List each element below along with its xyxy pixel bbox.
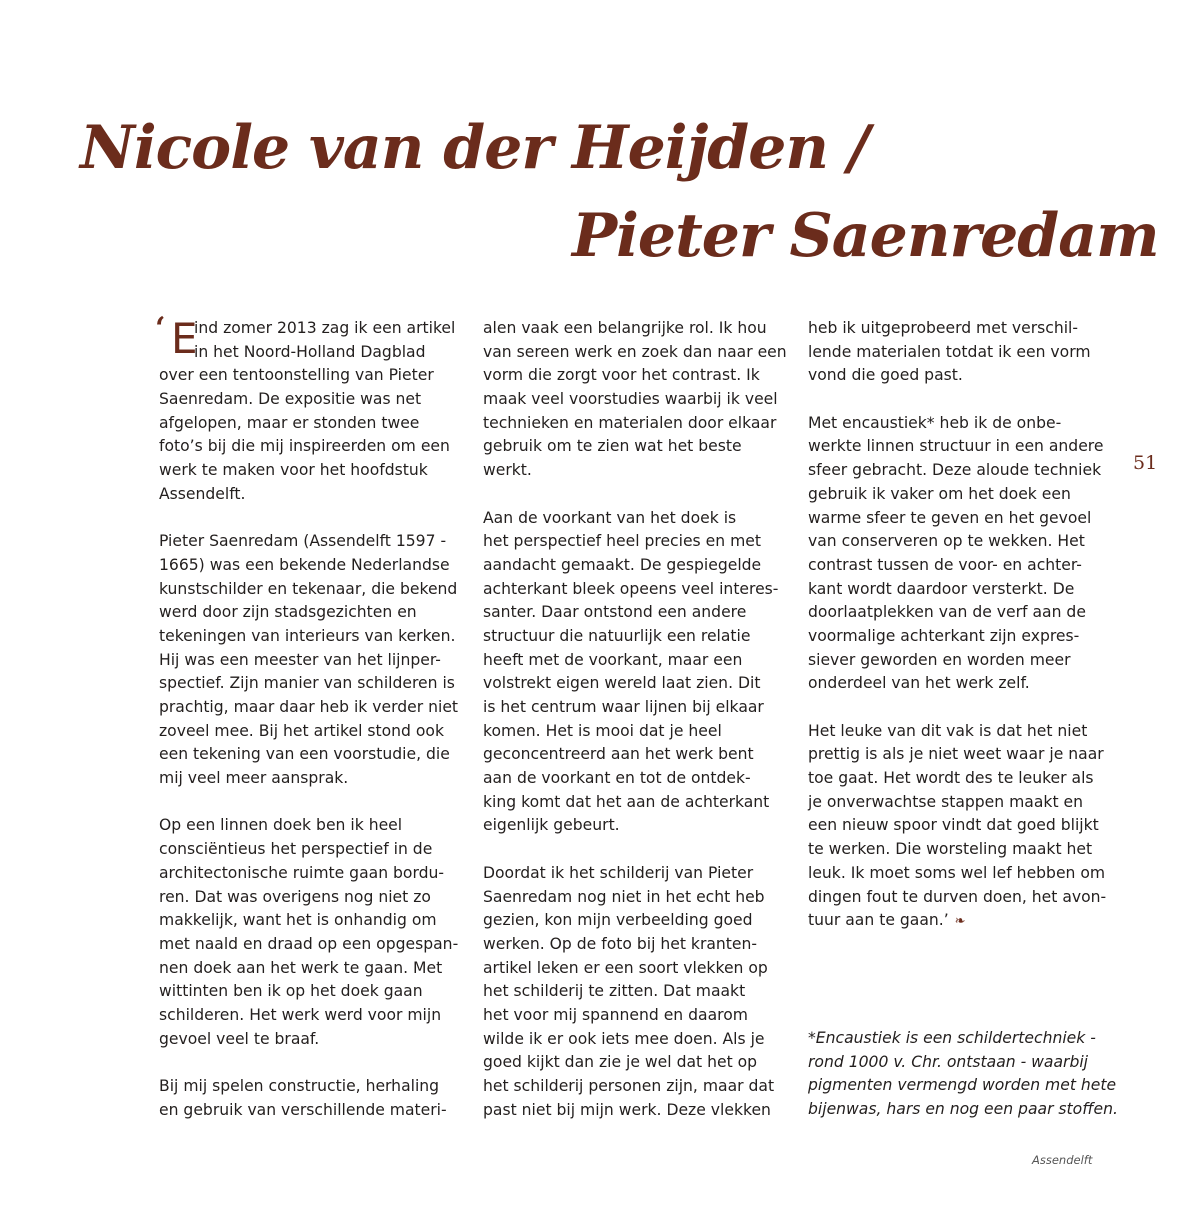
text-line: ind zomer 2013 zag ik een artikel bbox=[194, 319, 456, 337]
paragraph-gap bbox=[808, 696, 1106, 720]
text-line: gezien, kon mijn verbeelding goed bbox=[483, 911, 753, 930]
text-line: alen vaak een belangrijke rol. Ik hou bbox=[483, 319, 767, 337]
text-line: heeft met de voorkant, maar een bbox=[483, 650, 743, 669]
text-line: is het centrum waar lijnen bij elkaar bbox=[483, 698, 764, 716]
text-line: vorm die zorgt voor het contrast. Ik bbox=[483, 366, 760, 385]
text-line: Aan de voorkant van het doek is bbox=[483, 508, 737, 527]
text-line: het voor mij spannend en daarom bbox=[483, 1005, 748, 1024]
text-line: tuur aan te gaan.’ bbox=[808, 911, 949, 930]
text-line: mij veel meer aansprak. bbox=[159, 769, 349, 788]
text-line: Het leuke van dit vak is dat het niet bbox=[808, 721, 1088, 740]
text-line: geconcentreerd aan het werk bent bbox=[483, 745, 754, 764]
text-line: ren. Dat was overigens nog niet zo bbox=[159, 887, 431, 906]
text-line: van conserveren op te wekken. Het bbox=[808, 532, 1085, 551]
text-line: gevoel veel te braaf. bbox=[159, 1029, 320, 1048]
text-line: sfeer gebracht. Deze aloude techniek bbox=[808, 461, 1102, 480]
text-line: Hij was een meester van het lijnper- bbox=[159, 650, 441, 669]
text-line: schilderen. Het werk werd voor mijn bbox=[159, 1005, 442, 1024]
text-line: artikel leken er een soort vlekken op bbox=[483, 958, 768, 977]
end-ornament-icon: ❧ bbox=[954, 914, 966, 930]
opening-quote-mark: ‘ bbox=[155, 311, 166, 346]
text-line: het schilderij te zitten. Dat maakt bbox=[483, 982, 746, 1001]
text-line: past niet bij mijn werk. Deze vlekken bbox=[483, 1100, 771, 1119]
text-line: achterkant bleek opeens veel interes- bbox=[483, 579, 779, 598]
text-line: warme sfeer te geven en het gevoel bbox=[808, 508, 1092, 527]
text-column-1 bbox=[159, 314, 459, 1122]
text-line: wittinten ben ik op het doek gaan bbox=[159, 982, 423, 1001]
text-line: leuk. Ik moet soms wel lef hebben om bbox=[808, 863, 1106, 882]
paragraph-gap bbox=[159, 507, 458, 531]
footnote-line: rond 1000 v. Chr. ontstaan - waarbij bbox=[808, 1052, 1089, 1071]
text-line: makkelijk, want het is onhandig om bbox=[159, 911, 437, 930]
text-line: afgelopen, maar er stonden twee bbox=[159, 413, 420, 432]
text-line: lende materialen totdat ik een vorm bbox=[808, 342, 1091, 361]
text-line: toe gaat. Het wordt des te leuker als bbox=[808, 769, 1094, 788]
footnote-line: bijenwas, hars en nog een paar stoffen. bbox=[808, 1100, 1118, 1119]
text-line: vond die goed past. bbox=[808, 366, 963, 385]
running-footer: Assendelft bbox=[1032, 1153, 1093, 1167]
text-line: onderdeel van het werk zelf. bbox=[808, 674, 1030, 693]
text-line: een tekening van een voorstudie, die bbox=[159, 745, 450, 764]
title-line-2: Pieter Saenredam bbox=[572, 201, 1159, 271]
text-line: Saenredam nog niet in het echt heb bbox=[483, 887, 765, 906]
text-line: spectief. Zijn manier van schilderen is bbox=[159, 674, 455, 693]
text-line: Bij mij spelen constructie, herhaling bbox=[159, 1077, 440, 1095]
text-line: een nieuw spoor vindt dat goed blijkt bbox=[808, 816, 1099, 835]
text-line: maak veel voorstudies waarbij ik veel bbox=[483, 390, 778, 409]
text-line: king komt dat het aan de achterkant bbox=[483, 792, 770, 811]
text-line: werken. Op de foto bij het kranten- bbox=[483, 934, 758, 953]
text-line: architectonische ruimte gaan bordu- bbox=[159, 863, 445, 882]
text-line: Doordat ik het schilderij van Pieter bbox=[483, 863, 754, 882]
text-line: Met encaustiek* heb ik de onbe- bbox=[808, 413, 1062, 432]
text-line: nen doek aan het werk te gaan. Met bbox=[159, 958, 443, 977]
title-line-1: Nicole van der Heijden / bbox=[80, 113, 869, 183]
text-line: werd door zijn stadsgezichten en bbox=[159, 603, 417, 622]
text-line: dingen fout te durven doen, het avon- bbox=[808, 887, 1107, 906]
text-line-with-ornament bbox=[808, 909, 1106, 933]
text-line: komen. Het is mooi dat je heel bbox=[483, 721, 722, 740]
text-line: gebruik ik vaker om het doek een bbox=[808, 484, 1071, 503]
paragraph-gap bbox=[483, 483, 787, 507]
text-line: 1665) was een bekende Nederlandse bbox=[159, 555, 450, 574]
text-line: te werken. Die worsteling maakt het bbox=[808, 840, 1093, 859]
paragraph-gap bbox=[808, 388, 1106, 412]
text-line: voormalige achterkant zijn expres- bbox=[808, 626, 1080, 645]
footnote bbox=[808, 1027, 1118, 1122]
text-line: van sereen werk en zoek dan naar een bbox=[483, 342, 787, 361]
text-line: gebruik om te zien wat het beste bbox=[483, 437, 742, 456]
text-line: foto’s bij die mij inspireerden om een bbox=[159, 437, 450, 456]
text-line: werkt. bbox=[483, 461, 532, 480]
text-line: en gebruik van verschillende materi- bbox=[159, 1100, 447, 1119]
paragraph-gap bbox=[159, 1051, 458, 1075]
text-line: zoveel mee. Bij het artikel stond ook bbox=[159, 721, 444, 740]
text-line: prachtig, maar daar heb ik verder niet bbox=[159, 698, 459, 716]
text-line: aandacht gemaakt. De gespiegelde bbox=[483, 555, 762, 574]
text-line: Assendelft. bbox=[159, 484, 246, 503]
text-line: het perspectief heel precies en met bbox=[483, 532, 761, 551]
text-line: prettig is als je niet weet waar je naar bbox=[808, 745, 1104, 764]
text-column-3 bbox=[808, 317, 1106, 933]
text-line: Saenredam. De expositie was net bbox=[159, 390, 422, 409]
text-line: Op een linnen doek ben ik heel bbox=[159, 816, 403, 835]
drop-cap: E bbox=[171, 314, 198, 363]
text-line: siever geworden en worden meer bbox=[808, 650, 1071, 669]
text-line: technieken en materialen door elkaar bbox=[483, 413, 777, 432]
text-line: structuur die natuurlijk een relatie bbox=[483, 626, 751, 645]
text-line: heb ik uitgeprobeerd met verschil- bbox=[808, 319, 1079, 337]
text-line: wilde ik er ook iets mee doen. Als je bbox=[483, 1029, 765, 1048]
text-line: consciëntieus het perspectief in de bbox=[159, 840, 433, 859]
paragraph-gap bbox=[159, 791, 458, 815]
page-number: 51 bbox=[1133, 452, 1158, 474]
paragraph-gap bbox=[483, 838, 787, 862]
text-line: met naald en draad op een opgespan- bbox=[159, 934, 459, 953]
text-line: Pieter Saenredam (Assendelft 1597 - bbox=[159, 532, 447, 551]
text-line: over een tentoonstelling van Pieter bbox=[159, 366, 434, 385]
text-line: in het Noord-Holland Dagblad bbox=[194, 342, 426, 361]
text-line: kant wordt daardoor versterkt. De bbox=[808, 579, 1075, 598]
text-line: contrast tussen de voor- en achter- bbox=[808, 555, 1082, 574]
text-line: eigenlijk gebeurt. bbox=[483, 816, 620, 835]
text-line: werkte linnen structuur in een andere bbox=[808, 437, 1104, 456]
text-line: kunstschilder en tekenaar, die bekend bbox=[159, 579, 458, 598]
text-line: je onverwachtse stappen maakt en bbox=[808, 792, 1083, 811]
text-line: het schilderij personen zijn, maar dat bbox=[483, 1077, 775, 1095]
text-line: goed kijkt dan zie je wel dat het op bbox=[483, 1053, 758, 1072]
text-line: tekeningen van interieurs van kerken. bbox=[159, 626, 456, 645]
text-line: doorlaatplekken van de verf aan de bbox=[808, 603, 1086, 622]
text-line: santer. Daar ontstond een andere bbox=[483, 603, 747, 622]
text-line: aan de voorkant en tot de ontdek- bbox=[483, 769, 751, 788]
text-column-2 bbox=[483, 317, 787, 1122]
footnote-line: *Encaustiek is een schildertechniek - bbox=[808, 1029, 1096, 1047]
text-line: werk te maken voor het hoofdstuk bbox=[159, 461, 428, 480]
footnote-line: pigmenten vermengd worden met hete bbox=[808, 1076, 1117, 1095]
text-line: volstrekt eigen wereld laat zien. Dit bbox=[483, 674, 761, 693]
